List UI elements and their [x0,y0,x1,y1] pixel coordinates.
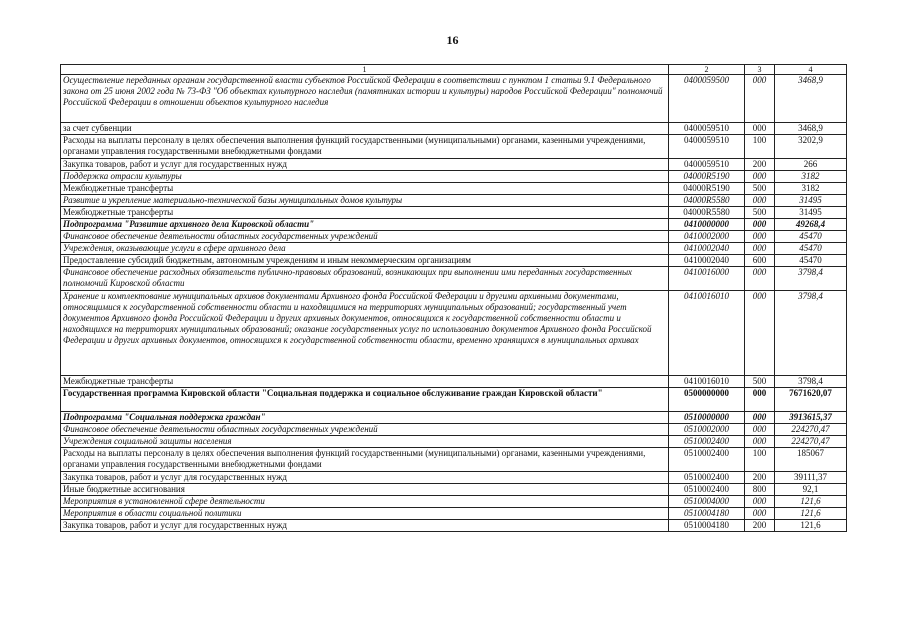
table-row [61,472,847,484]
row-sum-cell: 3182 [775,183,847,195]
row-code-cell: 04000R5190 [669,183,745,195]
row-name-cell: Мероприятия в установленной сфере деятельности [61,496,669,508]
row-code-cell: 0510000000 [669,412,745,424]
table-row [61,243,847,255]
row-kvr-cell: 000 [745,424,775,436]
row-kvr-cell: 000 [745,508,775,520]
row-sum-cell: 92,1 [775,484,847,496]
row-code-cell: 0510002400 [669,484,745,496]
table-row [61,75,847,123]
row-sum-cell: 3468,9 [775,75,847,123]
table-row [61,195,847,207]
row-sum-cell: 3468,9 [775,123,847,135]
row-sum-cell: 31495 [775,207,847,219]
row-kvr-cell: 000 [745,243,775,255]
row-kvr-cell: 800 [745,484,775,496]
row-sum-cell: 49268,4 [775,219,847,231]
row-sum-cell: 224270,47 [775,436,847,448]
row-kvr-cell: 200 [745,159,775,171]
budget-table [60,64,847,532]
row-kvr-cell: 000 [745,496,775,508]
row-kvr-cell: 500 [745,183,775,195]
row-kvr-cell: 600 [745,255,775,267]
table-row [61,171,847,183]
row-sum-cell: 31495 [775,195,847,207]
header-cell-name: 1 [61,65,669,75]
row-name-cell: Межбюджетные трансферты [61,183,669,195]
row-kvr-cell: 000 [745,123,775,135]
table-row [61,424,847,436]
row-sum-cell: 45470 [775,243,847,255]
row-code-cell: 0400059510 [669,135,745,159]
table-row [61,484,847,496]
row-code-cell: 0410002040 [669,243,745,255]
row-name-cell: Расходы на выплаты персоналу в целях обеспечения выполнения функций государственными (муниципальными) органами, казенными учреждениями, органами управления государственными внебюджетными фондами [61,135,669,159]
row-sum-cell: 121,6 [775,520,847,532]
row-name-cell: Финансовое обеспечение деятельности областных государственных учреждений [61,424,669,436]
row-kvr-cell: 500 [745,207,775,219]
row-code-cell: 0410002040 [669,255,745,267]
row-sum-cell: 3798,4 [775,267,847,291]
table-row [61,255,847,267]
row-name-cell: Подпрограмма "Развитие архивного дела Кировской области" [61,219,669,231]
row-kvr-cell: 000 [745,267,775,291]
header-cell-sum: 4 [775,65,847,75]
table-row [61,496,847,508]
row-name-cell: Закупка товаров, работ и услуг для государственных нужд [61,520,669,532]
budget-table-body [61,65,847,532]
row-code-cell: 0410000000 [669,219,745,231]
row-code-cell: 0410016010 [669,376,745,388]
row-kvr-cell: 500 [745,376,775,388]
row-name-cell: Финансовое обеспечение расходных обязательств публично-правовых образований, возникающих при выполнении ими переданных государственных полномочий Кировской области [61,267,669,291]
row-code-cell: 0510004180 [669,508,745,520]
row-sum-cell: 45470 [775,255,847,267]
row-name-cell: за счет субвенции [61,123,669,135]
row-code-cell: 0400059500 [669,75,745,123]
table-row [61,508,847,520]
row-code-cell: 0410002000 [669,231,745,243]
header-row [61,65,847,75]
table-row [61,520,847,532]
row-sum-cell: 185067 [775,448,847,472]
row-code-cell: 0410016010 [669,291,745,376]
row-sum-cell: 3202,9 [775,135,847,159]
row-kvr-cell: 000 [745,231,775,243]
table-row [61,183,847,195]
row-code-cell: 0400059510 [669,159,745,171]
header-cell-code: 2 [669,65,745,75]
row-kvr-cell: 000 [745,219,775,231]
row-sum-cell: 45470 [775,231,847,243]
row-code-cell: 0510002400 [669,436,745,448]
row-code-cell: 0400059510 [669,123,745,135]
table-row [61,123,847,135]
row-name-cell: Хранение и комплектование муниципальных архивов документами Архивного фонда Российской Федерации и другими архивными документами, относящимися к государственной собственности области и находящимися на территориях муниципальных образований; государственный учет документов Архивного фонда Российской Федерации и других архивных документов, относящихся к государственной собственности области и находящихся на территориях муниципальных образований; оказание государственных услуг по использованию документов Архивного фонда Российской Федерации и других архивных документов, относящихся к государственной собственности области, временно хранящихся в муниципальных архивах [61,291,669,376]
table-row [61,291,847,376]
row-sum-cell: 3798,4 [775,376,847,388]
table-row [61,135,847,159]
table-row [61,412,847,424]
table-row [61,207,847,219]
row-name-cell: Учреждения, оказывающие услуги в сфере архивного дела [61,243,669,255]
table-row [61,219,847,231]
row-code-cell: 04000R5580 [669,207,745,219]
row-sum-cell: 121,6 [775,496,847,508]
row-sum-cell: 266 [775,159,847,171]
row-kvr-cell: 000 [745,75,775,123]
row-sum-cell: 121,6 [775,508,847,520]
row-kvr-cell: 000 [745,291,775,376]
row-name-cell: Закупка товаров, работ и услуг для государственных нужд [61,472,669,484]
row-kvr-cell: 000 [745,412,775,424]
row-name-cell: Учреждения социальной защиты населения [61,436,669,448]
row-code-cell: 04000R5580 [669,195,745,207]
row-code-cell: 0510004000 [669,496,745,508]
row-name-cell: Закупка товаров, работ и услуг для государственных нужд [61,159,669,171]
row-name-cell: Подпрограмма "Социальная поддержка граждан" [61,412,669,424]
row-sum-cell: 3798,4 [775,291,847,376]
table-row [61,376,847,388]
row-name-cell: Мероприятия в области социальной политики [61,508,669,520]
row-name-cell: Государственная программа Кировской области "Социальная поддержка и социальное обслуживание граждан Кировской области" [61,388,669,412]
table-row [61,231,847,243]
row-sum-cell: 7671620,07 [775,388,847,412]
row-name-cell: Расходы на выплаты персоналу в целях обеспечения выполнения функций государственными (муниципальными) органами, казенными учреждениями, органами управления государственными внебюджетными фондами [61,448,669,472]
row-name-cell: Межбюджетные трансферты [61,207,669,219]
header-cell-kvr: 3 [745,65,775,75]
row-code-cell: 04000R5190 [669,171,745,183]
row-name-cell: Осуществление переданных органам государственной власти субъектов Российской Федерации в соответствии с пунктом 1 статьи 9.1 Федерального закона от 25 июня 2002 года № 73-ФЗ "Об объектах культурного наследия (памятниках истории и культуры) народов Российской Федерации" полномочий Российской Федерации в отношении объектов культурного наследия [61,75,669,123]
row-kvr-cell: 100 [745,448,775,472]
table-row [61,448,847,472]
table-row [61,159,847,171]
row-code-cell: 0510002400 [669,472,745,484]
row-code-cell: 0510002400 [669,448,745,472]
row-name-cell: Поддержка отрасли культуры [61,171,669,183]
row-name-cell: Предоставление субсидий бюджетным, автономным учреждениям и иным некоммерческим организациям [61,255,669,267]
table-row [61,436,847,448]
row-sum-cell: 3913615,37 [775,412,847,424]
row-kvr-cell: 000 [745,171,775,183]
row-kvr-cell: 100 [745,135,775,159]
row-name-cell: Межбюджетные трансферты [61,376,669,388]
row-kvr-cell: 000 [745,436,775,448]
row-kvr-cell: 000 [745,195,775,207]
row-code-cell: 0510004180 [669,520,745,532]
table-row [61,388,847,412]
row-name-cell: Развитие и укрепление материально-технической базы муниципальных домов культуры [61,195,669,207]
row-sum-cell: 39111,37 [775,472,847,484]
row-sum-cell: 224270,47 [775,424,847,436]
row-kvr-cell: 000 [745,388,775,412]
row-kvr-cell: 200 [745,472,775,484]
row-code-cell: 0410016000 [669,267,745,291]
row-code-cell: 0500000000 [669,388,745,412]
row-sum-cell: 3182 [775,171,847,183]
row-name-cell: Иные бюджетные ассигнования [61,484,669,496]
row-code-cell: 0510002000 [669,424,745,436]
page-number: 16 [446,33,459,47]
row-name-cell: Финансовое обеспечение деятельности областных государственных учреждений [61,231,669,243]
table-row [61,267,847,291]
row-kvr-cell: 200 [745,520,775,532]
